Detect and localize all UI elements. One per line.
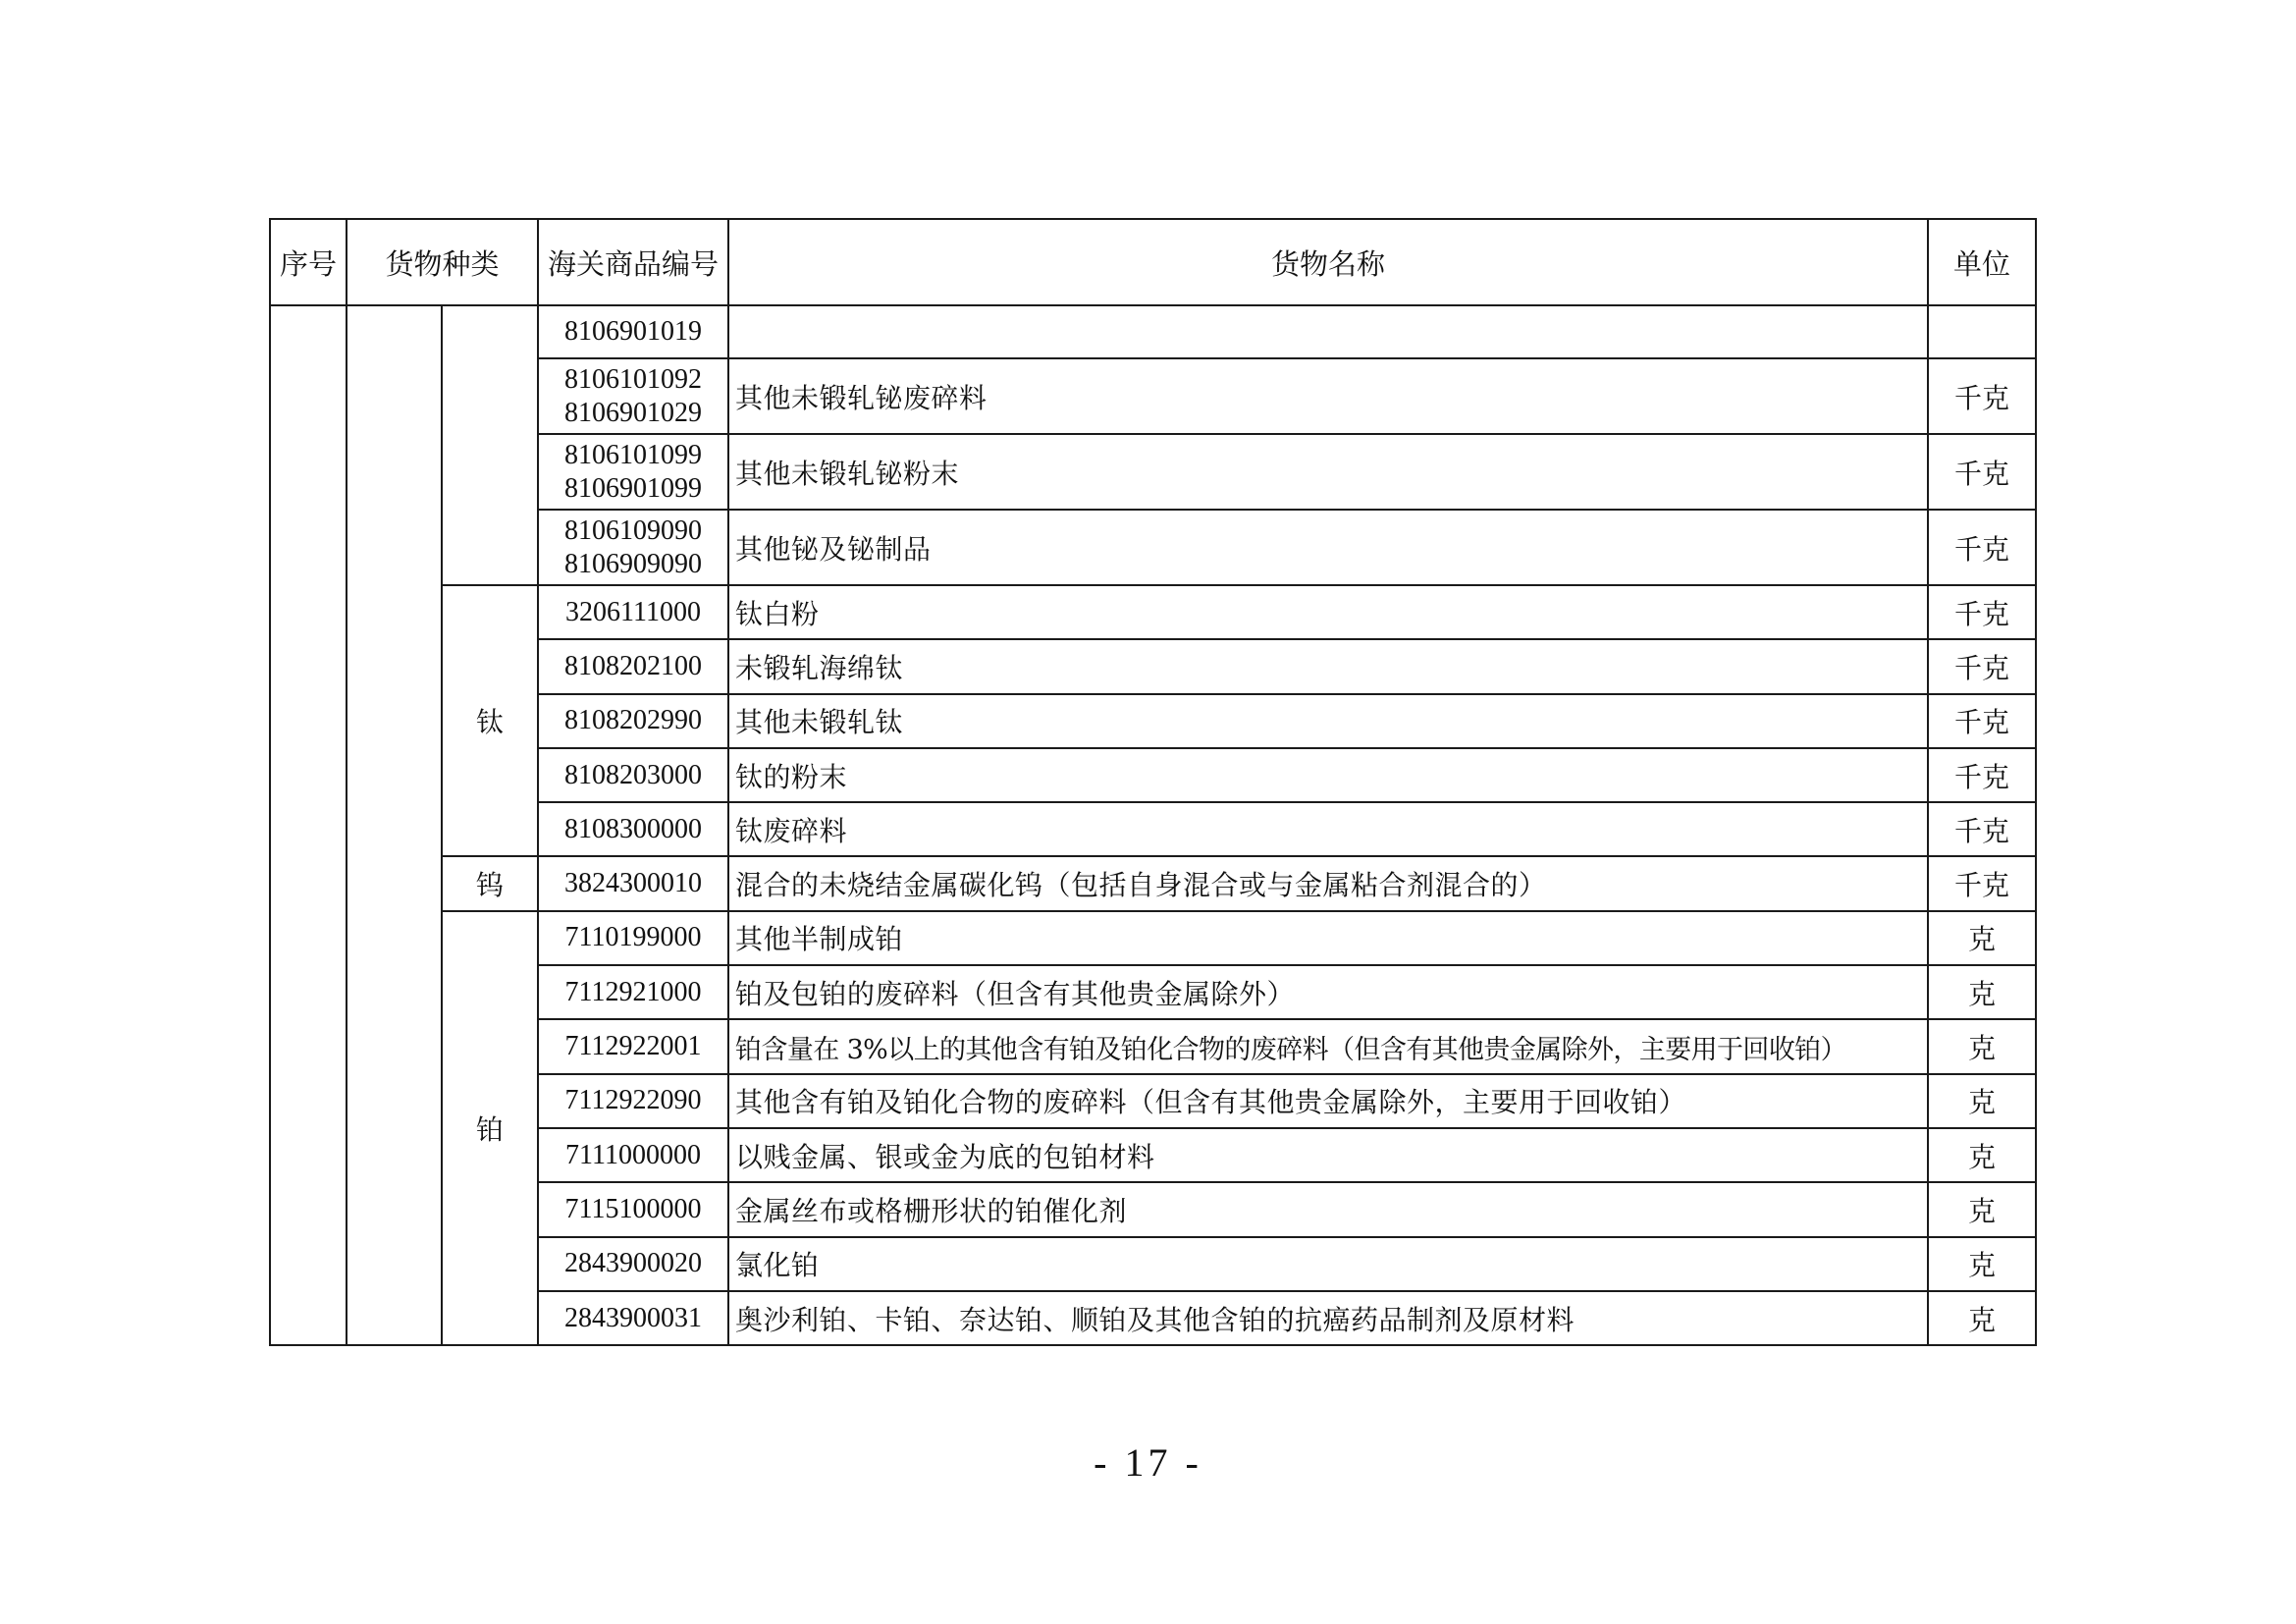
code-cell: [538, 639, 728, 693]
code-value: 8108203000: [564, 759, 703, 790]
unit-cell: 千克: [1928, 802, 2036, 856]
code-cell: [538, 585, 728, 639]
code-value: 8106109090: [564, 514, 703, 546]
unit-cell: 克: [1928, 1237, 2036, 1291]
goods-name-cell: 铂及包铂的废碎料（但含有其他贵金属除外）: [728, 965, 1928, 1019]
goods-name-cell: 氯化铂: [728, 1237, 1928, 1291]
seq-cell: [270, 305, 347, 1345]
unit-cell: 克: [1928, 1182, 2036, 1236]
table-row: [270, 856, 2036, 910]
unit-cell: 千克: [1928, 856, 2036, 910]
goods-name-cell: 其他未锻轧钛: [728, 694, 1928, 748]
code-cell: [538, 856, 728, 910]
unit-cell: 克: [1928, 1291, 2036, 1345]
goods-name-cell: 金属丝布或格栅形状的铂催化剂: [728, 1182, 1928, 1236]
goods-name-cell: 奥沙利铂、卡铂、奈达铂、顺铂及其他含铂的抗癌药品制剂及原材料: [728, 1291, 1928, 1345]
code-cell: [538, 510, 728, 585]
code-value: 2843900031: [564, 1302, 703, 1333]
goods-name-cell: 以贱金属、银或金为底的包铂材料: [728, 1128, 1928, 1182]
goods-name-cell: 钛废碎料: [728, 802, 1928, 856]
code-value: 8106901029: [564, 397, 703, 428]
code-cell: [538, 1019, 728, 1073]
header-unit: 单位: [1928, 219, 2036, 305]
table-header-row: [270, 219, 2036, 305]
code-cell: [538, 1237, 728, 1291]
code-cell: [538, 305, 728, 358]
code-value: 7112922001: [564, 1031, 702, 1062]
code-value: 8106901019: [564, 316, 703, 347]
unit-cell: 千克: [1928, 585, 2036, 639]
unit-cell: 千克: [1928, 358, 2036, 434]
code-value: 8106901099: [564, 472, 703, 504]
header-name: 货物名称: [728, 219, 1928, 305]
unit-cell: 千克: [1928, 510, 2036, 585]
goods-name-cell: 钛白粉: [728, 585, 1928, 639]
code-value: 7115100000: [564, 1193, 702, 1224]
code-cell: [538, 1182, 728, 1236]
code-value: 8106909090: [564, 548, 703, 579]
code-value: 8106101092: [564, 363, 703, 395]
unit-cell: 千克: [1928, 748, 2036, 802]
code-value: 7112921000: [564, 976, 702, 1007]
category-cell: [347, 305, 442, 1345]
unit-cell: 克: [1928, 965, 2036, 1019]
goods-name-cell: 其他未锻轧铋粉末: [728, 434, 1928, 510]
code-cell: [538, 358, 728, 434]
code-value: 7110199000: [564, 922, 702, 953]
header-category: 货物种类: [347, 219, 538, 305]
code-value: 3206111000: [565, 596, 701, 627]
code-cell: [538, 1074, 728, 1128]
code-value: 2843900020: [564, 1248, 703, 1279]
code-value: 7112922090: [564, 1085, 702, 1116]
unit-cell: 克: [1928, 1019, 2036, 1073]
unit-cell: 千克: [1928, 434, 2036, 510]
page-number: - 17 -: [1094, 1440, 1202, 1485]
unit-cell: 克: [1928, 911, 2036, 965]
unit-cell: 克: [1928, 1128, 2036, 1182]
goods-name-cell: 钛的粉末: [728, 748, 1928, 802]
code-value: 3824300010: [564, 868, 703, 899]
code-cell: [538, 911, 728, 965]
unit-cell: 克: [1928, 1074, 2036, 1128]
goods-name-cell: 未锻轧海绵钛: [728, 639, 1928, 693]
code-value: 7111000000: [565, 1139, 701, 1170]
goods-name-cell: 其他半制成铂: [728, 911, 1928, 965]
goods-table: [269, 218, 2037, 1346]
goods-name-cell: [728, 305, 1928, 358]
metal-group-titanium: 钛: [442, 585, 538, 856]
metal-group-bismuth: [442, 305, 538, 585]
code-value: 8108300000: [564, 813, 703, 844]
code-cell: [538, 1128, 728, 1182]
unit-cell: 千克: [1928, 694, 2036, 748]
code-cell: [538, 694, 728, 748]
goods-name-cell: 其他未锻轧铋废碎料: [728, 358, 1928, 434]
table-row: [270, 305, 2036, 358]
table-row: [270, 585, 2036, 639]
table-row: [270, 911, 2036, 965]
code-cell: [538, 748, 728, 802]
goods-name-cell: 其他含有铂及铂化合物的废碎料（但含有其他贵金属除外，主要用于回收铂）: [728, 1074, 1928, 1128]
code-cell: [538, 802, 728, 856]
code-value: 8108202990: [564, 705, 703, 736]
goods-name-cell: 其他铋及铋制品: [728, 510, 1928, 585]
code-value: 8108202100: [564, 650, 703, 681]
unit-cell: [1928, 305, 2036, 358]
code-cell: [538, 965, 728, 1019]
unit-cell: 千克: [1928, 639, 2036, 693]
metal-group-platinum: 铂: [442, 911, 538, 1345]
code-value: 8106101099: [564, 439, 703, 470]
code-cell: [538, 434, 728, 510]
header-seq: 序号: [270, 219, 347, 305]
goods-name-cell: 铂含量在 3%以上的其他含有铂及铂化合物的废碎料（但含有其他贵金属除外，主要用于回收铂）: [728, 1019, 1928, 1073]
header-code: 海关商品编号: [538, 219, 728, 305]
goods-name-cell: 混合的未烧结金属碳化钨（包括自身混合或与金属粘合剂混合的）: [728, 856, 1928, 910]
code-cell: [538, 1291, 728, 1345]
metal-group-tungsten: 钨: [442, 856, 538, 910]
